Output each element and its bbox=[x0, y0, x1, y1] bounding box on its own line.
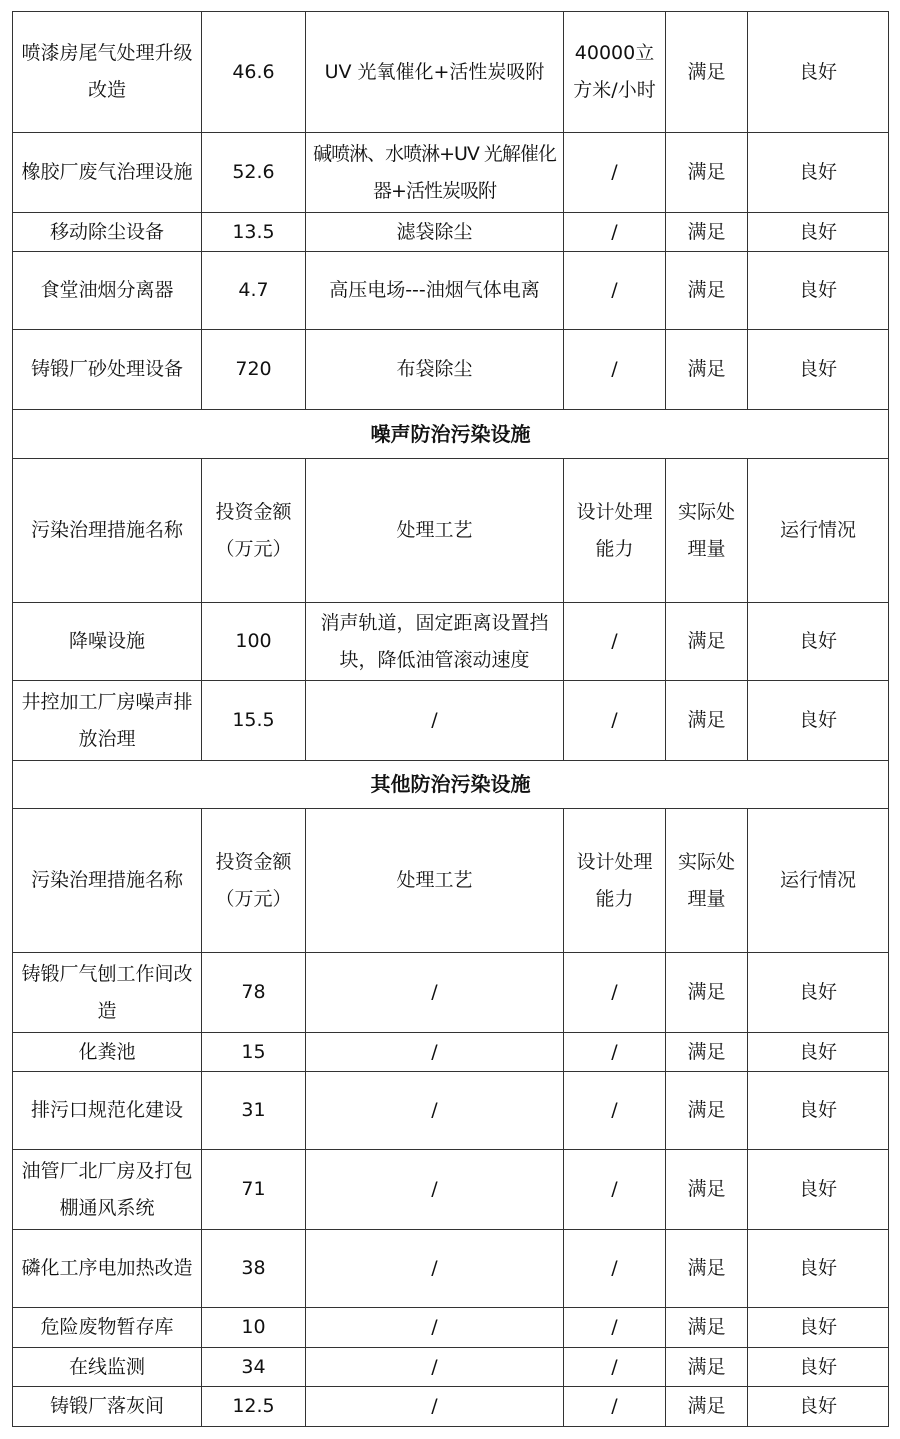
operation-status: 良好 bbox=[748, 213, 889, 252]
facility-name: 铸锻厂落灰间 bbox=[13, 1387, 202, 1427]
header-row bbox=[13, 809, 889, 953]
investment-value: 15.5 bbox=[202, 681, 306, 761]
table-row bbox=[13, 681, 889, 761]
process-text: / bbox=[306, 1072, 564, 1150]
operation-status: 良好 bbox=[748, 1072, 889, 1150]
investment-value: 100 bbox=[202, 603, 306, 681]
actual-volume: 满足 bbox=[666, 1150, 748, 1230]
actual-volume: 满足 bbox=[666, 603, 748, 681]
header-process: 处理工艺 bbox=[306, 459, 564, 603]
investment-value: 31 bbox=[202, 1072, 306, 1150]
noise-section-title: 噪声防治污染设施 bbox=[13, 410, 889, 459]
other-section-title: 其他防治污染设施 bbox=[13, 761, 889, 809]
process-text: 碱喷淋、水喷淋+UV 光解催化器+活性炭吸附 bbox=[306, 133, 564, 213]
facility-name: 铸锻厂砂处理设备 bbox=[13, 330, 202, 410]
table-row bbox=[13, 12, 889, 133]
operation-status: 良好 bbox=[748, 1033, 889, 1072]
process-text: 布袋除尘 bbox=[306, 330, 564, 410]
table-row bbox=[13, 603, 889, 681]
header-row bbox=[13, 459, 889, 603]
facility-name: 磷化工序电加热改造 bbox=[13, 1230, 202, 1308]
operation-status: 良好 bbox=[748, 12, 889, 133]
table-row bbox=[13, 133, 889, 213]
investment-value: 46.6 bbox=[202, 12, 306, 133]
actual-volume: 满足 bbox=[666, 681, 748, 761]
facility-name: 铸锻厂气刨工作间改造 bbox=[13, 953, 202, 1033]
operation-status: 良好 bbox=[748, 681, 889, 761]
design-capacity: / bbox=[564, 603, 666, 681]
process-text: 滤袋除尘 bbox=[306, 213, 564, 252]
facility-name: 降噪设施 bbox=[13, 603, 202, 681]
process-text: 消声轨道，固定距离设置挡块，降低油管滚动速度 bbox=[306, 603, 564, 681]
process-text: / bbox=[306, 1348, 564, 1387]
investment-value: 10 bbox=[202, 1308, 306, 1348]
facilities-table bbox=[12, 11, 889, 1427]
operation-status: 良好 bbox=[748, 1348, 889, 1387]
header-actual: 实际处理量 bbox=[666, 459, 748, 603]
facility-name: 移动除尘设备 bbox=[13, 213, 202, 252]
table-row bbox=[13, 1387, 889, 1427]
design-capacity: / bbox=[564, 953, 666, 1033]
investment-value: 720 bbox=[202, 330, 306, 410]
investment-value: 13.5 bbox=[202, 213, 306, 252]
design-capacity: / bbox=[564, 1387, 666, 1427]
header-actual: 实际处理量 bbox=[666, 809, 748, 953]
process-text: / bbox=[306, 1230, 564, 1308]
process-text: / bbox=[306, 1308, 564, 1348]
operation-status: 良好 bbox=[748, 603, 889, 681]
facility-name: 喷漆房尾气处理升级改造 bbox=[13, 12, 202, 133]
table-row bbox=[13, 1308, 889, 1348]
process-text: UV 光氧催化+活性炭吸附 bbox=[306, 12, 564, 133]
investment-value: 34 bbox=[202, 1348, 306, 1387]
design-capacity: / bbox=[564, 330, 666, 410]
facility-name: 排污口规范化建设 bbox=[13, 1072, 202, 1150]
facility-name: 在线监测 bbox=[13, 1348, 202, 1387]
design-capacity: / bbox=[564, 1308, 666, 1348]
actual-volume: 满足 bbox=[666, 12, 748, 133]
header-process: 处理工艺 bbox=[306, 809, 564, 953]
section-title-row bbox=[13, 410, 889, 459]
table-row bbox=[13, 252, 889, 330]
investment-value: 38 bbox=[202, 1230, 306, 1308]
facility-name: 油管厂北厂房及打包棚通风系统 bbox=[13, 1150, 202, 1230]
investment-value: 4.7 bbox=[202, 252, 306, 330]
operation-status: 良好 bbox=[748, 953, 889, 1033]
table-row bbox=[13, 1150, 889, 1230]
header-investment: 投资金额（万元） bbox=[202, 809, 306, 953]
facility-name: 井控加工厂房噪声排放治理 bbox=[13, 681, 202, 761]
header-capacity: 设计处理能力 bbox=[564, 809, 666, 953]
facility-name: 危险废物暂存库 bbox=[13, 1308, 202, 1348]
facility-name: 化粪池 bbox=[13, 1033, 202, 1072]
operation-status: 良好 bbox=[748, 1230, 889, 1308]
design-capacity: / bbox=[564, 133, 666, 213]
operation-status: 良好 bbox=[748, 1150, 889, 1230]
process-text: / bbox=[306, 953, 564, 1033]
header-capacity: 设计处理能力 bbox=[564, 459, 666, 603]
actual-volume: 满足 bbox=[666, 252, 748, 330]
design-capacity: / bbox=[564, 213, 666, 252]
actual-volume: 满足 bbox=[666, 1072, 748, 1150]
process-text: 高压电场---油烟气体电离 bbox=[306, 252, 564, 330]
header-status: 运行情况 bbox=[748, 809, 889, 953]
operation-status: 良好 bbox=[748, 330, 889, 410]
design-capacity: / bbox=[564, 252, 666, 330]
table-row bbox=[13, 213, 889, 252]
actual-volume: 满足 bbox=[666, 1033, 748, 1072]
process-text: / bbox=[306, 681, 564, 761]
actual-volume: 满足 bbox=[666, 1387, 748, 1427]
table-row bbox=[13, 1348, 889, 1387]
process-text: / bbox=[306, 1150, 564, 1230]
header-status: 运行情况 bbox=[748, 459, 889, 603]
actual-volume: 满足 bbox=[666, 213, 748, 252]
facility-name: 食堂油烟分离器 bbox=[13, 252, 202, 330]
operation-status: 良好 bbox=[748, 1387, 889, 1427]
investment-value: 52.6 bbox=[202, 133, 306, 213]
actual-volume: 满足 bbox=[666, 1348, 748, 1387]
facility-name: 橡胶厂废气治理设施 bbox=[13, 133, 202, 213]
operation-status: 良好 bbox=[748, 252, 889, 330]
header-name: 污染治理措施名称 bbox=[13, 459, 202, 603]
design-capacity: / bbox=[564, 1150, 666, 1230]
operation-status: 良好 bbox=[748, 1308, 889, 1348]
design-capacity: / bbox=[564, 681, 666, 761]
design-capacity: 40000立方米/小时 bbox=[564, 12, 666, 133]
table-row bbox=[13, 1033, 889, 1072]
table-row bbox=[13, 953, 889, 1033]
operation-status: 良好 bbox=[748, 133, 889, 213]
design-capacity: / bbox=[564, 1033, 666, 1072]
actual-volume: 满足 bbox=[666, 330, 748, 410]
table-row bbox=[13, 1072, 889, 1150]
actual-volume: 满足 bbox=[666, 133, 748, 213]
process-text: / bbox=[306, 1387, 564, 1427]
design-capacity: / bbox=[564, 1230, 666, 1308]
investment-value: 71 bbox=[202, 1150, 306, 1230]
section-title-row bbox=[13, 761, 889, 809]
design-capacity: / bbox=[564, 1072, 666, 1150]
investment-value: 12.5 bbox=[202, 1387, 306, 1427]
table-row bbox=[13, 1230, 889, 1308]
actual-volume: 满足 bbox=[666, 1308, 748, 1348]
header-investment: 投资金额（万元） bbox=[202, 459, 306, 603]
header-name: 污染治理措施名称 bbox=[13, 809, 202, 953]
actual-volume: 满足 bbox=[666, 1230, 748, 1308]
process-text: / bbox=[306, 1033, 564, 1072]
table-row bbox=[13, 330, 889, 410]
actual-volume: 满足 bbox=[666, 953, 748, 1033]
design-capacity: / bbox=[564, 1348, 666, 1387]
investment-value: 15 bbox=[202, 1033, 306, 1072]
investment-value: 78 bbox=[202, 953, 306, 1033]
